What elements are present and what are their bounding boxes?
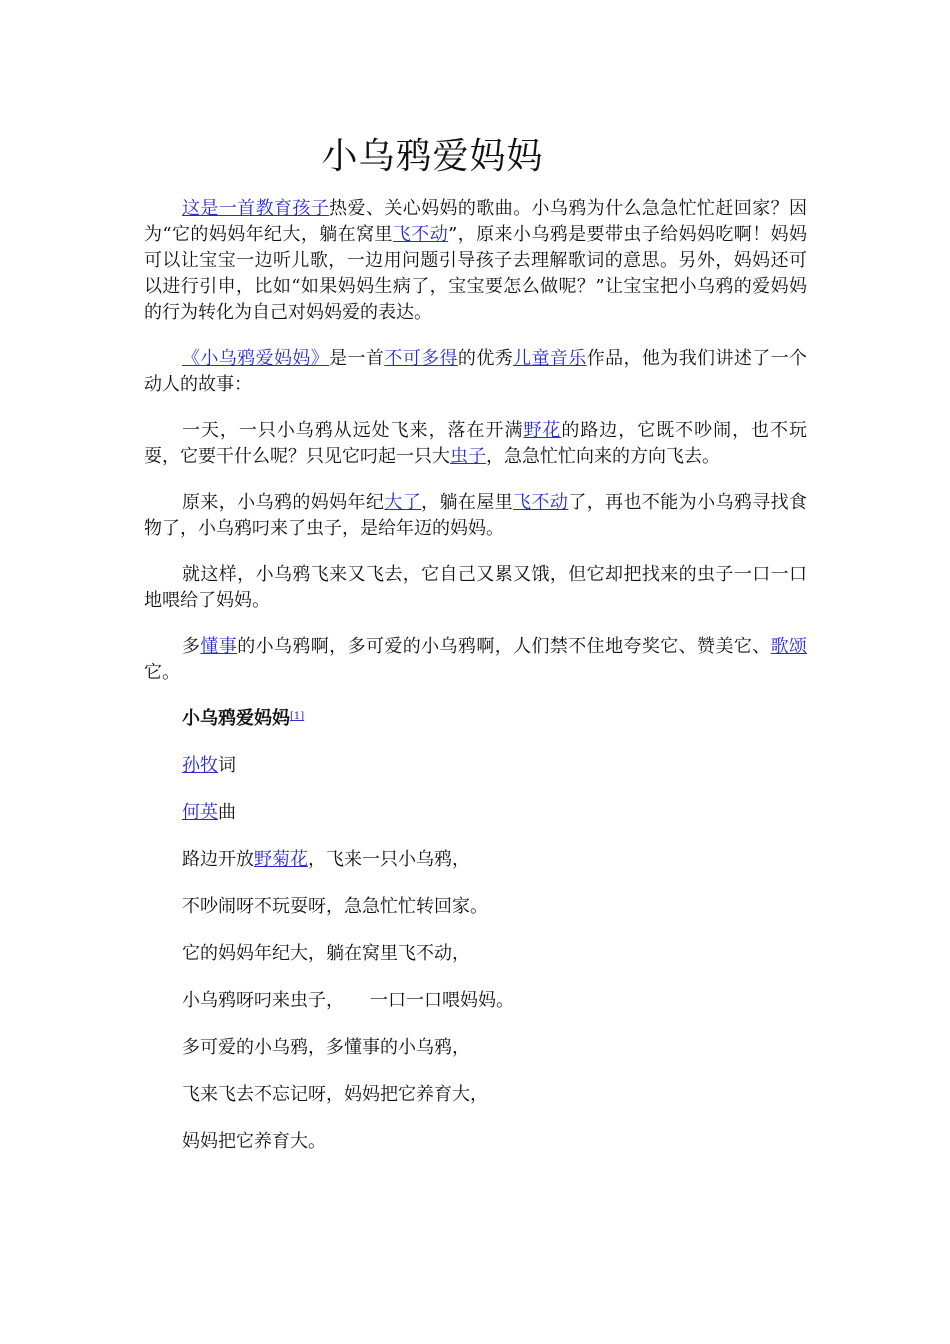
article-body (144, 196, 807, 1176)
para3-text-1: 一天，一只小乌鸦从远处飞来，落在开满 (182, 420, 524, 441)
link-lyricist[interactable]: 孙牧 (182, 755, 218, 776)
para5-text-1: 就这样，小乌鸦飞来又飞去，它自己又累又饿，但它却把找来的虫子一口一口地喂给了妈妈。 (144, 564, 807, 611)
para3-text-3: ，急急忙忙向来的方向飞去。 (486, 446, 720, 467)
intro-paragraph (144, 196, 807, 326)
lyric-1-pre: 路边开放 (182, 849, 254, 870)
para2-text-3: 作品，他为我们讲述了一个动人的故事： (144, 348, 808, 395)
link-wildflower[interactable]: 野花 (523, 420, 562, 441)
para2-text-2: 的优秀 (457, 348, 514, 369)
page-title: 小乌鸦爱妈妈 (321, 136, 544, 177)
lyric-line-1 (144, 847, 807, 873)
lyric-line-4 (144, 988, 807, 1014)
paragraph-3 (144, 418, 807, 470)
lyricist-line (144, 753, 807, 779)
para6-text-1: 多 (182, 636, 201, 657)
para6-text-2: 的小乌鸦啊，多可爱的小乌鸦啊，人们禁不住地夸奖它、赞美它、 (237, 636, 771, 657)
paragraph-2 (144, 346, 807, 398)
link-praise[interactable]: 歌颂 (770, 636, 808, 657)
link-education[interactable]: 这是一首教育孩子 (182, 198, 330, 219)
para4-text-2: ，躺在屋里 (421, 492, 514, 513)
lyricist-suffix: 词 (218, 755, 236, 776)
link-old[interactable]: 大了 (384, 492, 422, 513)
link-song-title[interactable]: 《小乌鸦爱妈妈》 (182, 348, 330, 369)
song-title-text: 小乌鸦爱妈妈 (182, 708, 290, 729)
reference-link[interactable]: [1] (290, 711, 305, 722)
link-cannot-fly-2[interactable]: 飞不动 (513, 492, 569, 513)
paragraph-5 (144, 562, 807, 614)
para2-text-1: 是一首 (329, 348, 385, 369)
lyric-4b: 一口一口喂妈妈。 (370, 990, 514, 1011)
lyric-1-post: ，飞来一只小乌鸦， (308, 849, 470, 870)
link-composer[interactable]: 何英 (182, 802, 218, 823)
composer-suffix: 曲 (218, 802, 236, 823)
lyric-line-6: 飞来飞去不忘记呀，妈妈把它养育大， (182, 1084, 488, 1105)
composer-line (144, 800, 807, 826)
lyric-line-2: 不吵闹呀不玩耍呀，急急忙忙转回家。 (182, 896, 488, 917)
para4-text-1: 原来，小乌鸦的妈妈年纪 (182, 492, 385, 513)
paragraph-6 (144, 634, 807, 686)
link-wild-chrysanthemum[interactable]: 野菊花 (254, 849, 308, 870)
link-children-music[interactable]: 儿童音乐 (513, 348, 587, 369)
song-title (144, 706, 807, 732)
paragraph-4 (144, 490, 807, 542)
para3-text-2: 的路边，它既不吵闹，也不玩耍，它要干什么呢？只见它叼起一只大 (144, 420, 807, 467)
link-rare[interactable]: 不可多得 (384, 348, 458, 369)
intro-text-2: ”，原来小乌鸦是要带虫子给妈妈吃啊！妈妈可以让宝宝一边听儿歌，一边用问题引导孩子去理解歌词的意思。另外，妈妈还可以进行引申，比如“如果妈妈生病了，宝宝要怎么做呢？”让宝宝把小乌鸦的爱妈妈的行为转化为自己对妈妈爱的表达。 (144, 224, 808, 323)
lyric-line-7: 妈妈把它养育大。 (182, 1131, 326, 1152)
para6-text-3: 它。 (144, 662, 180, 683)
para4-text-3: 了，再也不能为小乌鸦寻找食物了，小乌鸦叼来了虫子，是给年迈的妈妈。 (144, 492, 808, 539)
link-sensible[interactable]: 懂事 (200, 636, 238, 657)
lyric-line-5: 多可爱的小乌鸦，多懂事的小乌鸦， (182, 1037, 470, 1058)
link-worm[interactable]: 虫子 (450, 446, 486, 467)
link-cannot-fly[interactable]: 飞不动 (392, 224, 449, 245)
intro-text-1: 热爱、关心妈妈的歌曲。小乌鸦为什么急急忙忙赶回家？因为“它的妈妈年纪大，躺在窝里 (144, 198, 808, 245)
lyric-line-3: 它的妈妈年纪大，躺在窝里飞不动， (182, 943, 470, 964)
lyric-4a: 小乌鸦呀叼来虫子， (182, 990, 344, 1011)
